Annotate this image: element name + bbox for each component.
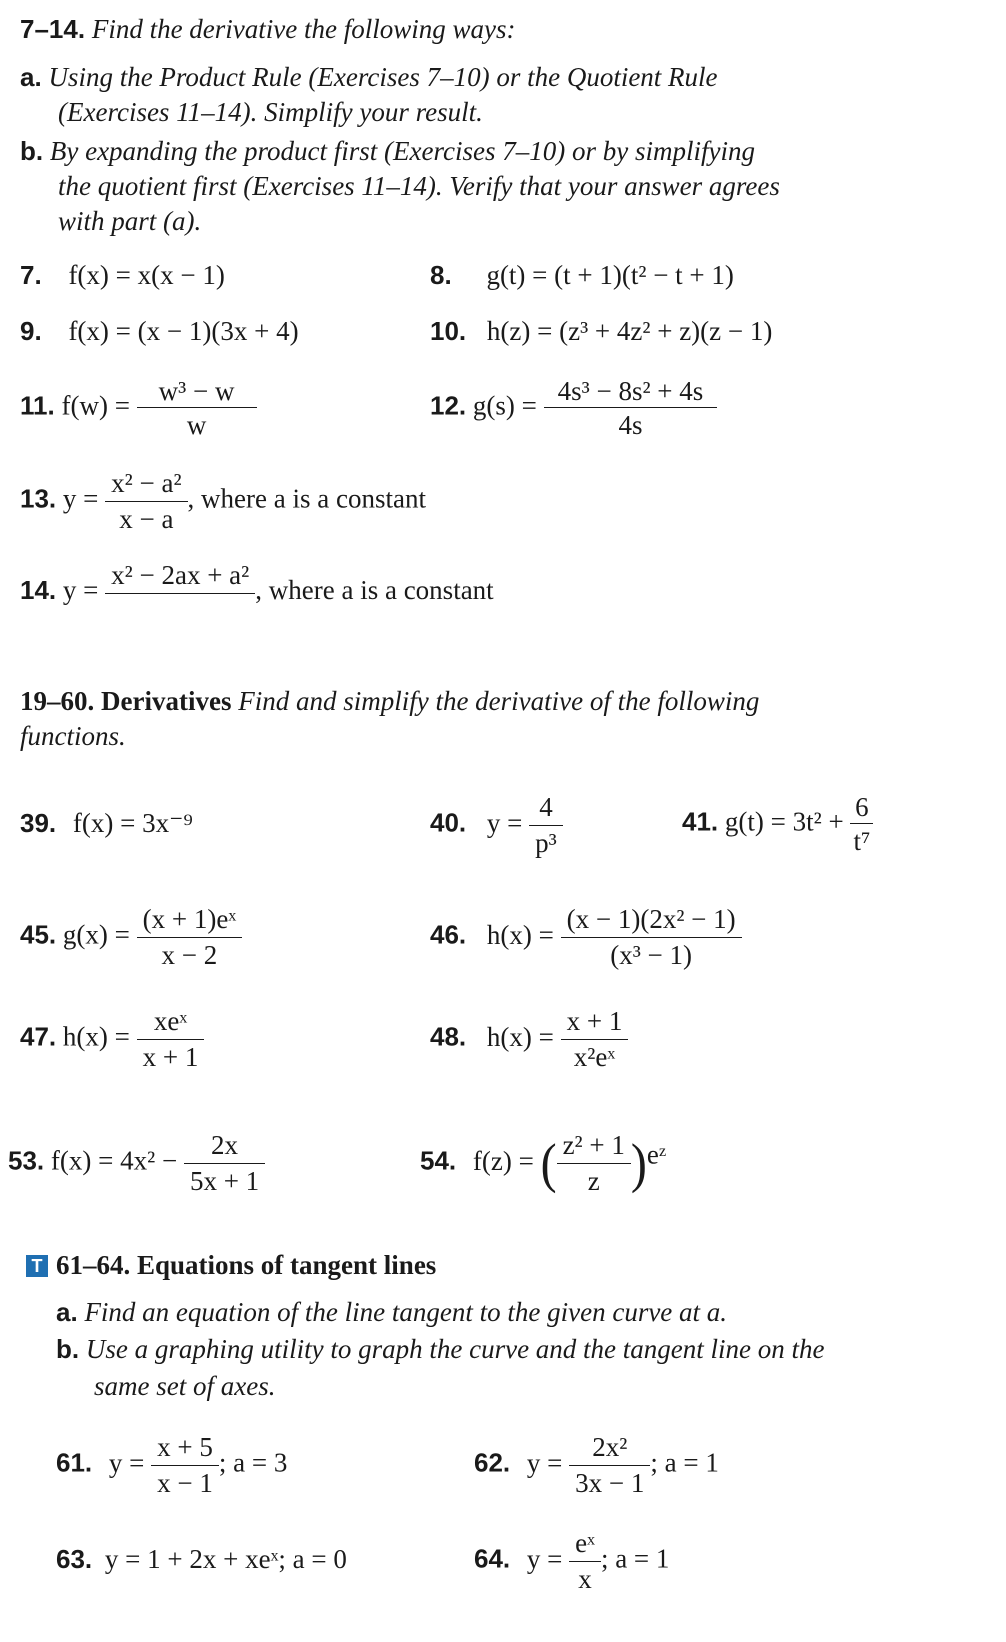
- instruction-tangent-b: b. Use a graphing utility to graph the curve and the tangent line on the: [56, 1334, 825, 1364]
- fraction: $\frac{\text{xeˣ}}{x + 1}$: [137, 1006, 205, 1073]
- exercise-54: 54. f(z) = ( $\frac{\text{z² + 1}}{z}$ )eᶻ: [420, 1130, 667, 1196]
- instruction-tangent-a: a. Find an equation of the line tangent to the given curve at a.: [56, 1297, 728, 1327]
- fraction: $\frac{\text{2x²}}{3x - 1}$: [569, 1432, 650, 1499]
- exercise-48: 48. h(x) = $\frac{x + 1}{\text{x²eˣ}}$: [430, 1006, 628, 1073]
- fraction: $\frac{4}{\text{p³}}$: [529, 792, 563, 859]
- instruction-b-cont2: with part (a).: [58, 206, 202, 236]
- instruction-b-cont1: the quotient first (Exercises 11–14). Verify that your answer agrees: [58, 171, 780, 201]
- fraction: $\frac{\text{(x + 1)eˣ}}{x - 2}$: [137, 904, 243, 971]
- exercise-13: 13. y = $\frac{\text{x² − a²}}{x - a}$ , where a is a constant: [20, 468, 426, 534]
- fraction: x² − 2ax + a²: [105, 560, 255, 626]
- exercise-7: 7. f(x) = x(x − 1): [20, 260, 225, 290]
- exercise-8: 8. g(t) = (t + 1)(t² − t + 1): [430, 260, 734, 290]
- exercise-41: 41. g(t) = 3t² + $\frac{6}{\text{t⁷}}$: [682, 792, 873, 857]
- exercise-11: 11. f(w) = $\frac{\text{w³ − w}}{w}$: [20, 376, 257, 441]
- fraction: $\frac{\text{4s³ − 8s² + 4s}}{4s}$: [544, 376, 718, 441]
- section-7-14-heading: 7–14. Find the derivative the following ways:: [20, 14, 516, 44]
- fraction: $\frac{\text{z² + 1}}{z}$: [557, 1130, 631, 1197]
- fraction: $\frac{\text{eˣ}}{x}$: [569, 1528, 601, 1595]
- left-paren: (: [540, 1133, 557, 1194]
- fraction: $\frac{6}{\text{t⁷}}$: [850, 792, 873, 857]
- exercise-62: 62. y = $\frac{\text{2x²}}{3x - 1}$ ; a = 1: [474, 1432, 719, 1498]
- exercise-40: 40. y = $\frac{4}{\text{p³}}$: [430, 792, 563, 859]
- technology-badge-icon: T: [26, 1255, 48, 1277]
- section-19-60-heading: 19–60. Derivatives Find and simplify the derivative of the following: [20, 686, 760, 716]
- section-61-64-heading: T 61–64. Equations of tangent lines: [26, 1250, 436, 1281]
- exercise-63: 63. y = 1 + 2x + xeˣ; a = 0: [56, 1544, 347, 1574]
- instruction-a: a. Using the Product Rule (Exercises 7–10) or the Quotient Rule: [20, 62, 718, 92]
- instruction-a-cont: (Exercises 11–14). Simplify your result.: [58, 97, 483, 127]
- exercise-46: 46. h(x) = $\frac{\text{(x − 1)(2x² − 1)}}{\text{(x³ − 1)}}$: [430, 904, 742, 971]
- exercise-64: 64. y = $\frac{\text{eˣ}}{x}$ ; a = 1: [474, 1528, 670, 1594]
- exercise-9: 9. f(x) = (x − 1)(3x + 4): [20, 316, 299, 346]
- exercise-45: 45. g(x) = $\frac{\text{(x + 1)eˣ}}{x - 2}$: [20, 904, 242, 971]
- fraction: $\frac{\text{(x − 1)(2x² − 1)}}{\text{(x³ − 1)}}$: [561, 904, 742, 971]
- fraction: $\frac{\text{w³ − w}}{w}$: [137, 376, 257, 441]
- section-19-60-heading-cont: functions.: [20, 721, 126, 751]
- exercise-53: 53. f(x) = 4x² − $\frac{2x}{5x + 1}$: [8, 1130, 265, 1197]
- fraction: $\frac{\text{x² − a²}}{x - a}$: [105, 468, 187, 535]
- exercise-12: 12. g(s) = $\frac{\text{4s³ − 8s² + 4s}}{4s}$: [430, 376, 717, 441]
- instruction-tangent-b-cont: same set of axes.: [94, 1371, 276, 1401]
- instruction-b: b. By expanding the product first (Exercises 7–10) or by simplifying: [20, 136, 755, 166]
- right-paren: ): [630, 1133, 647, 1194]
- fraction: $\frac{2x}{5x + 1}$: [184, 1130, 265, 1197]
- exercise-39: 39. f(x) = 3x⁻⁹: [20, 808, 193, 838]
- exercise-10: 10. h(z) = (z³ + 4z² + z)(z − 1): [430, 316, 773, 346]
- exercise-61: 61. y = $\frac{x + 5}{x - 1}$ ; a = 3: [56, 1432, 288, 1498]
- exercise-47: 47. h(x) = $\frac{\text{xeˣ}}{x + 1}$: [20, 1006, 204, 1073]
- fraction: $\frac{x + 1}{\text{x²eˣ}}$: [561, 1006, 629, 1073]
- fraction: $\frac{x + 5}{x - 1}$: [151, 1432, 219, 1499]
- exercise-14: 14. y = x² − 2ax + a² , where a is a constant: [20, 560, 494, 626]
